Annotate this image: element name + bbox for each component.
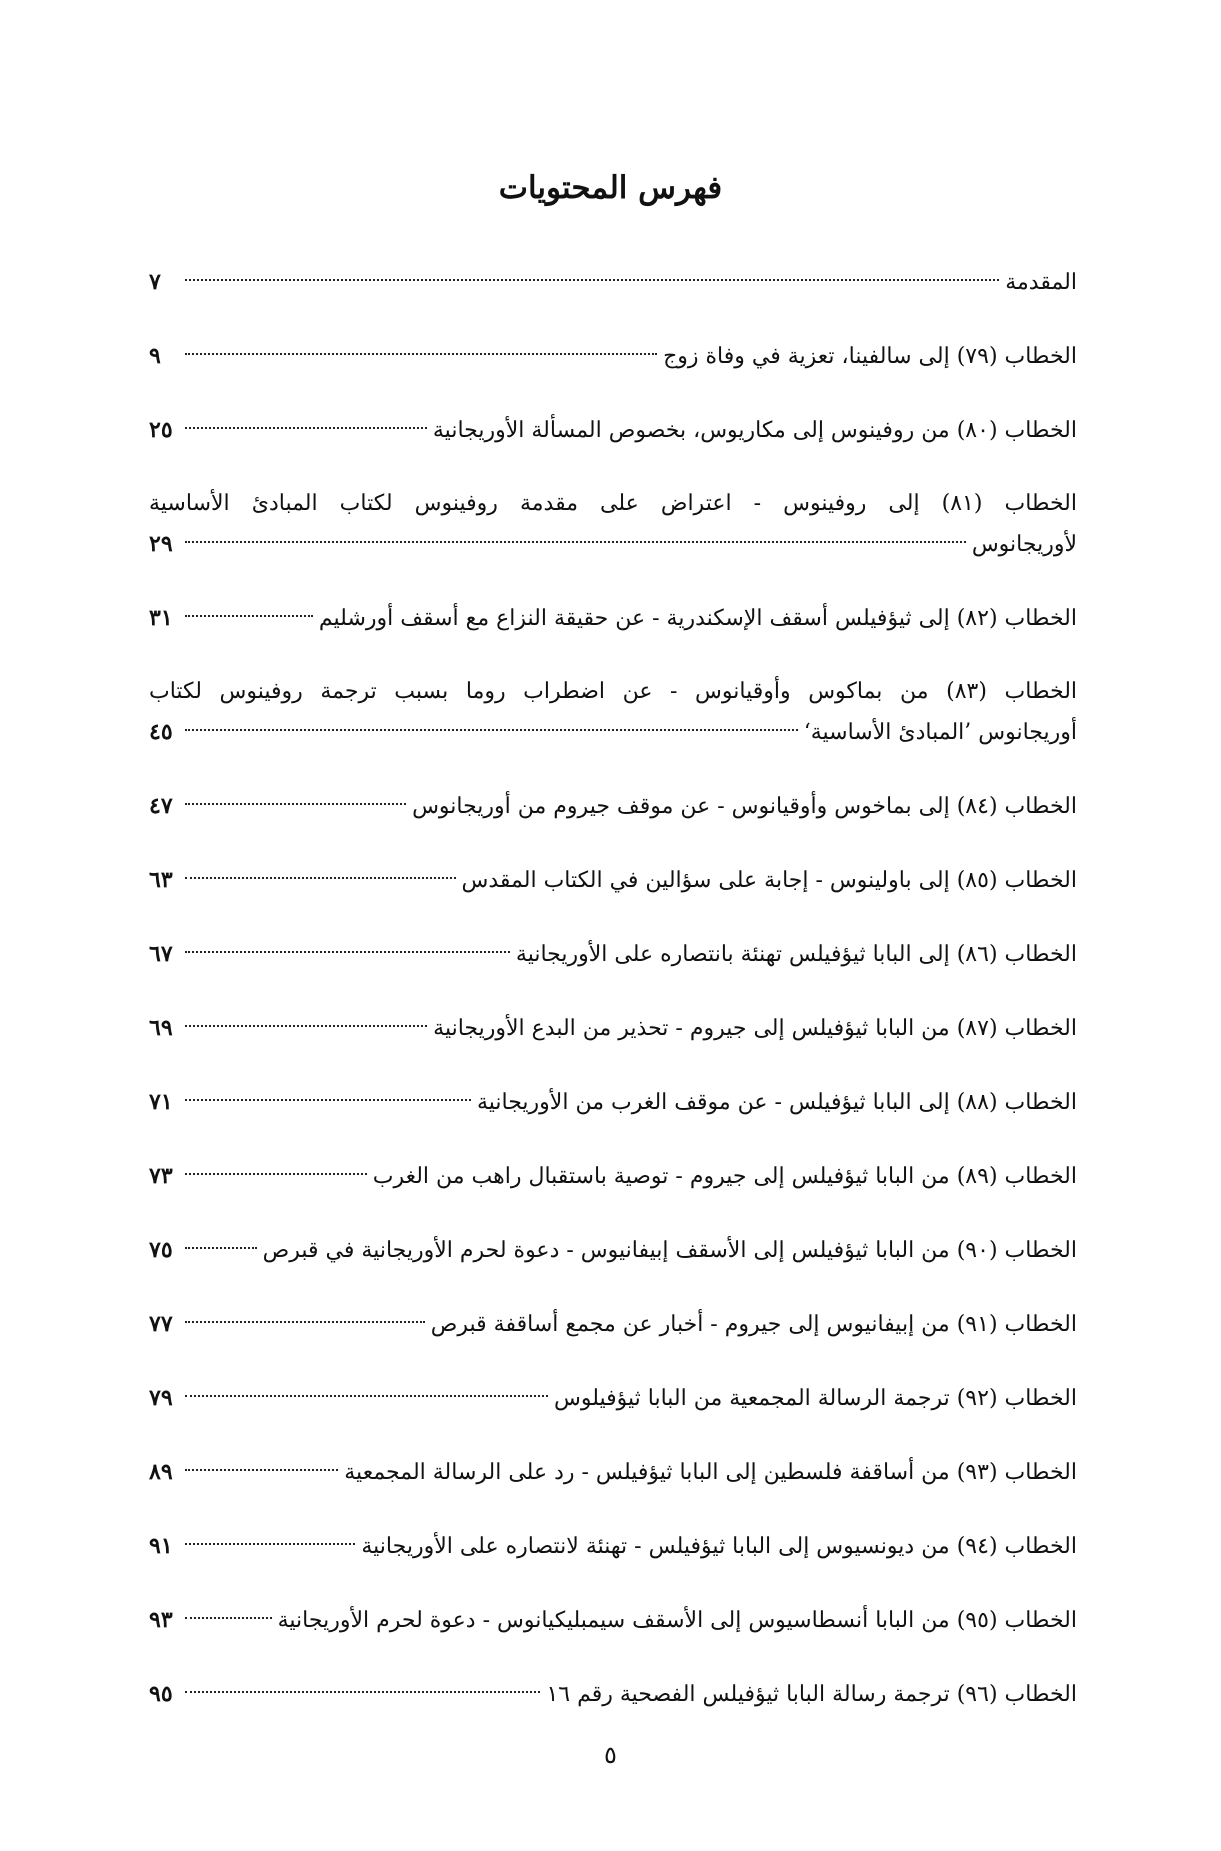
toc-entry[interactable] bbox=[149, 934, 1077, 1008]
dot-leader bbox=[185, 876, 456, 879]
dot-leader bbox=[185, 1616, 272, 1619]
toc-entry-title: الخطاب (٨٤) إلى بماخوس وأوقيانوس - عن موقف جيروم من أوريجانوس bbox=[412, 794, 1077, 819]
toc-entry-page: ٤٥ bbox=[149, 719, 173, 745]
toc-entry-title: الخطاب (٨٩) من البابا ثيؤفيلس إلى جيروم - توصية باستقبال راهب من الغرب bbox=[372, 1164, 1077, 1189]
table-of-contents bbox=[149, 262, 1077, 1748]
toc-entry-page: ٢٩ bbox=[149, 531, 173, 557]
toc-entry-title: الخطاب (٨٦) إلى البابا ثيؤفيلس تهنئة بانتصاره على الأوريجانية bbox=[515, 942, 1077, 967]
toc-entry[interactable] bbox=[149, 1378, 1077, 1452]
toc-entry-title: الخطاب (٩٣) من أساقفة فلسطين إلى البابا ثيؤفيلس - رد على الرسالة المجمعية bbox=[344, 1460, 1077, 1485]
dot-leader bbox=[185, 1542, 355, 1545]
toc-entry[interactable] bbox=[149, 1600, 1077, 1674]
dot-leader bbox=[185, 540, 966, 543]
toc-entry-title: الخطاب (٨٧) من البابا ثيؤفيلس إلى جيروم - تحذير من البدع الأوريجانية bbox=[433, 1016, 1077, 1041]
dot-leader bbox=[185, 278, 999, 281]
toc-entry-title: الخطاب (٩٠) من البابا ثيؤفيلس إلى الأسقف إبيفانيوس - دعوة لحرم الأوريجانية في قبرص bbox=[262, 1238, 1077, 1263]
toc-entry-title: الخطاب (٨٠) من روفينوس إلى مكاريوس، بخصوص المسألة الأوريجانية bbox=[432, 418, 1077, 443]
toc-entry-title: الخطاب (٧٩) إلى سالفينا، تعزية في وفاة زوج bbox=[663, 344, 1077, 369]
toc-entry-page: ٧٩ bbox=[149, 1385, 173, 1411]
dot-leader bbox=[185, 802, 406, 805]
page-number: ٥ bbox=[604, 1741, 617, 1769]
toc-entry[interactable] bbox=[149, 672, 1077, 786]
toc-entry-title: الخطاب (٨٢) إلى ثيؤفيلس أسقف الإسكندرية - عن حقيقة النزاع مع أسقف أورشليم bbox=[318, 606, 1077, 631]
dot-leader bbox=[185, 1394, 548, 1397]
toc-entry-page: ٧٣ bbox=[149, 1163, 173, 1189]
toc-entry-page: ٤٧ bbox=[149, 793, 173, 819]
toc-entry-page: ٦٣ bbox=[149, 867, 173, 893]
toc-entry-page: ٣١ bbox=[149, 605, 173, 631]
toc-entry-page: ٧١ bbox=[149, 1089, 173, 1115]
dot-leader bbox=[185, 614, 313, 617]
toc-entry[interactable] bbox=[149, 786, 1077, 860]
dot-leader bbox=[185, 1246, 257, 1249]
page-title: فهرس المحتويات bbox=[498, 170, 723, 206]
toc-entry[interactable] bbox=[149, 484, 1077, 598]
toc-entry-page: ٩٣ bbox=[149, 1607, 173, 1633]
toc-entry[interactable] bbox=[149, 598, 1077, 672]
toc-entry-page: ٧٥ bbox=[149, 1237, 173, 1263]
toc-entry-page: ٦٧ bbox=[149, 941, 173, 967]
dot-leader bbox=[185, 1690, 540, 1693]
toc-entry[interactable] bbox=[149, 1082, 1077, 1156]
toc-entry[interactable] bbox=[149, 1452, 1077, 1526]
toc-entry-title: الخطاب (٩٤) من ديونسيوس إلى البابا ثيؤفيلس - تهنئة لانتصاره على الأوريجانية bbox=[361, 1534, 1077, 1559]
toc-entry[interactable] bbox=[149, 262, 1077, 336]
dot-leader bbox=[185, 352, 657, 355]
dot-leader bbox=[185, 1024, 427, 1027]
dot-leader bbox=[185, 1172, 367, 1175]
toc-entry-page: ٨٩ bbox=[149, 1459, 173, 1485]
toc-entry-page: ٢٥ bbox=[149, 417, 173, 443]
toc-entry-page: ٩ bbox=[149, 343, 161, 369]
toc-entry-page: ٦٩ bbox=[149, 1015, 173, 1041]
toc-entry-title: الخطاب (٩٦) ترجمة رسالة البابا ثيؤفيلس الفصحية رقم ١٦ bbox=[546, 1682, 1077, 1707]
toc-entry-title: الخطاب (٩١) من إبيفانيوس إلى جيروم - أخبار عن مجمع أساقفة قبرص bbox=[430, 1312, 1077, 1337]
toc-entry[interactable] bbox=[149, 410, 1077, 484]
toc-entry-title-line1: الخطاب (٨٣) من بماكوس وأوقيانوس - عن اضطراب روما بسبب ترجمة روفينوس لكتاب bbox=[149, 679, 1077, 704]
dot-leader bbox=[185, 426, 427, 429]
dot-leader bbox=[185, 950, 510, 953]
toc-entry[interactable] bbox=[149, 1008, 1077, 1082]
dot-leader bbox=[185, 1468, 338, 1471]
toc-entry[interactable] bbox=[149, 336, 1077, 410]
toc-entry-title: الخطاب (٩٥) من البابا أنسطاسيوس إلى الأسقف سيمبليكيانوس - دعوة لحرم الأوريجانية bbox=[277, 1608, 1077, 1633]
toc-entry-page: ٧ bbox=[149, 269, 161, 295]
toc-entry-title: الخطاب (٨٨) إلى البابا ثيؤفيلس - عن موقف الغرب من الأوريجانية bbox=[476, 1090, 1077, 1115]
toc-entry-page: ٧٧ bbox=[149, 1311, 173, 1337]
toc-entry-title: المقدمة bbox=[1005, 270, 1077, 295]
toc-entry-title-line2: أوريجانوس ’المبادئ الأساسية‘ bbox=[803, 720, 1077, 745]
toc-entry[interactable] bbox=[149, 1230, 1077, 1304]
dot-leader bbox=[185, 1098, 471, 1101]
toc-entry[interactable] bbox=[149, 1156, 1077, 1230]
toc-entry[interactable] bbox=[149, 1674, 1077, 1748]
dot-leader bbox=[185, 1320, 425, 1323]
toc-entry-page: ٩١ bbox=[149, 1533, 173, 1559]
toc-entry-title: الخطاب (٨٥) إلى باولينوس - إجابة على سؤالين في الكتاب المقدس bbox=[461, 868, 1077, 893]
toc-entry-title-line2: لأوريجانوس bbox=[971, 532, 1077, 557]
toc-entry-page: ٩٥ bbox=[149, 1681, 173, 1707]
toc-entry[interactable] bbox=[149, 1526, 1077, 1600]
toc-entry-title: الخطاب (٩٢) ترجمة الرسالة المجمعية من البابا ثيؤفيلوس bbox=[553, 1386, 1077, 1411]
toc-entry-title-line1: الخطاب (٨١) إلى روفينوس - اعتراض على مقدمة روفينوس لكتاب المبادئ الأساسية bbox=[149, 491, 1077, 516]
toc-entry[interactable] bbox=[149, 860, 1077, 934]
dot-leader bbox=[185, 728, 798, 731]
toc-entry[interactable] bbox=[149, 1304, 1077, 1378]
